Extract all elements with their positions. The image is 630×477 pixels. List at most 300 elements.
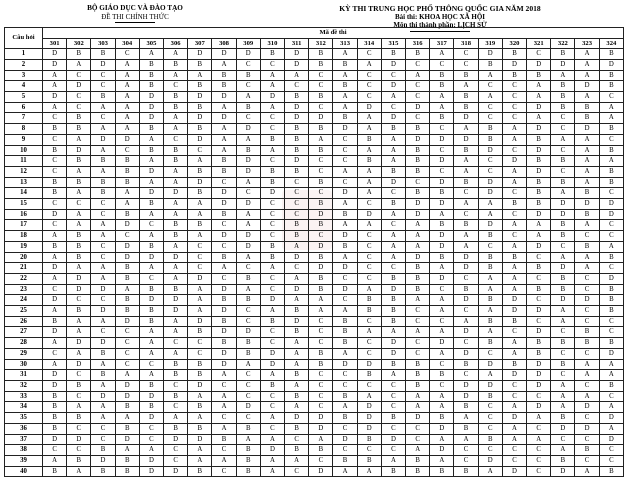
answer-cell: A [406,220,430,231]
answer-cell: B [381,413,405,424]
answer-cell: C [236,81,260,92]
answer-cell: A [478,327,502,338]
answer-cell: B [381,295,405,306]
answer-cell: D [91,306,115,317]
answer-cell: C [454,273,478,284]
answer-cell: A [212,370,236,381]
answer-cell: D [188,134,212,145]
answer-cell: A [454,81,478,92]
answer-cell: D [236,156,260,167]
answer-cell: D [164,434,188,445]
answer-cell: C [454,445,478,456]
answer-cell: A [551,316,575,327]
answer-cell: C [309,70,333,81]
answer-cell: C [285,199,309,210]
answer-cell: B [333,391,357,402]
answer-cell: C [551,348,575,359]
answer-cell: C [115,145,139,156]
answer-cell: B [67,241,91,252]
answer-cell: B [333,316,357,327]
question-number: 15 [5,199,43,210]
answer-cell: B [430,370,454,381]
answer-cell: D [478,49,502,60]
answer-cell: D [527,359,551,370]
answer-cell: D [575,423,599,434]
answer-cell: B [478,134,502,145]
answer-cell: D [115,220,139,231]
exam-title: KỲ THI TRUNG HỌC PHỔ THÔNG QUỐC GIA NĂM 2018 [339,4,541,13]
answer-cell: A [406,231,430,242]
answer-cell: C [478,348,502,359]
answer-cell: D [599,413,623,424]
answer-cell: D [139,466,163,477]
answer-cell: A [551,445,575,456]
answer-cell: C [502,380,526,391]
answer-cell: C [43,166,67,177]
question-number: 29 [5,348,43,359]
answer-cell: C [188,263,212,274]
answer-cell: B [188,124,212,135]
answer-cell: A [91,124,115,135]
exam-code-cell: 309 [236,38,260,49]
answer-cell: C [188,241,212,252]
answer-cell: C [309,391,333,402]
answer-cell: A [478,370,502,381]
answer-cell: C [381,220,405,231]
answer-cell: C [309,338,333,349]
answer-cell: B [115,166,139,177]
answer-cell: C [212,380,236,391]
answer-cell: B [454,359,478,370]
answer-cell: C [575,348,599,359]
answer-cell: D [527,241,551,252]
answer-cell: A [575,177,599,188]
table-row [5,59,624,70]
answer-cell: B [357,134,381,145]
answer-cell: B [285,124,309,135]
answer-cell: C [43,348,67,359]
answer-cell: C [502,188,526,199]
answer-cell: C [527,445,551,456]
answer-cell: D [381,338,405,349]
answer-cell: D [285,102,309,113]
answer-cell: C [309,380,333,391]
answer-cell: B [333,81,357,92]
answer-cell: A [188,413,212,424]
answer-cell: D [599,59,623,70]
answer-cell: B [430,70,454,81]
answer-cell: C [67,391,91,402]
answer-cell: D [551,59,575,70]
answer-cell: A [91,231,115,242]
answer-cell: B [309,273,333,284]
question-number: 33 [5,391,43,402]
answer-cell: B [188,188,212,199]
question-number: 11 [5,156,43,167]
answer-cell: D [527,402,551,413]
answer-cell: D [139,102,163,113]
answer-cell: B [527,348,551,359]
answer-cell: D [333,263,357,274]
table-row [5,316,624,327]
answer-cell: D [67,81,91,92]
answer-cell: A [454,166,478,177]
answer-cell: D [212,359,236,370]
answer-cell: A [43,306,67,317]
answer-cell: C [309,316,333,327]
exam-code-cell: 305 [139,38,163,49]
answer-cell: B [333,209,357,220]
answer-cell: D [527,59,551,70]
answer-cell: A [357,177,381,188]
answer-cell: A [333,199,357,210]
answer-cell: A [599,423,623,434]
answer-cell: A [430,348,454,359]
answer-cell: D [454,263,478,274]
answer-cell: A [139,370,163,381]
answer-cell: C [406,316,430,327]
answer-cell: A [188,209,212,220]
answer-cell: D [260,92,284,103]
answer-cell: D [67,359,91,370]
answer-cell: A [188,445,212,456]
answer-cell: B [333,338,357,349]
answer-cell: C [91,199,115,210]
answer-cell: A [285,359,309,370]
answer-cell: C [551,370,575,381]
table-row [5,92,624,103]
answer-cell: A [333,102,357,113]
answer-cell: C [381,102,405,113]
answer-cell: C [115,49,139,60]
answer-cell: A [357,466,381,477]
answer-cell: D [212,188,236,199]
answer-cell: C [527,391,551,402]
answer-cell: C [357,273,381,284]
answer-cell: A [236,220,260,231]
answer-cell: C [478,102,502,113]
table-row [5,466,624,477]
answer-cell: C [430,59,454,70]
answer-cell: A [115,102,139,113]
answer-cell: A [91,316,115,327]
answer-cell: B [381,466,405,477]
question-number: 5 [5,92,43,103]
exam-code-cell: 304 [115,38,139,49]
answer-cell: D [381,177,405,188]
answer-cell: C [381,380,405,391]
answer-cell: B [115,466,139,477]
answer-cell: A [67,327,91,338]
question-number: 17 [5,220,43,231]
answer-cell: D [260,445,284,456]
answer-cell: A [502,241,526,252]
answer-cell: A [67,209,91,220]
answer-cell: C [478,413,502,424]
answer-cell: C [502,327,526,338]
answer-cell: C [575,434,599,445]
answer-cell: C [381,391,405,402]
answer-cell: B [527,188,551,199]
answer-cell: B [67,455,91,466]
answer-cell: A [236,434,260,445]
answer-cell: C [43,199,67,210]
table-row [5,81,624,92]
answer-cell: D [454,327,478,338]
answer-cell: C [357,348,381,359]
answer-cell: B [430,113,454,124]
answer-cell: D [599,348,623,359]
answer-cell: C [430,380,454,391]
question-number: 34 [5,402,43,413]
question-number: 27 [5,327,43,338]
answer-cell: C [575,231,599,242]
question-column-header: Câu hỏi [5,28,43,49]
answer-cell: A [357,145,381,156]
answer-cell: A [139,156,163,167]
answer-cell: A [164,166,188,177]
answer-cell: D [212,284,236,295]
answer-cell: D [43,295,67,306]
answer-cell: D [551,295,575,306]
answer-cell: C [357,445,381,456]
answer-cell: D [502,306,526,317]
answer-cell: D [115,434,139,445]
answer-cell: C [139,359,163,370]
answer-cell: A [43,455,67,466]
answer-cell: B [599,380,623,391]
answer-cell: B [309,199,333,210]
answer-cell: C [43,445,67,456]
answer-cell: B [551,92,575,103]
answer-cell: D [285,316,309,327]
answer-cell: C [67,445,91,456]
answer-cell: B [164,102,188,113]
answer-cell: C [502,81,526,92]
answer-cell: A [309,134,333,145]
answer-cell: B [551,220,575,231]
answer-cell: C [454,59,478,70]
question-number: 32 [5,380,43,391]
answer-cell: C [115,327,139,338]
answer-cell: A [260,370,284,381]
answer-cell: D [381,284,405,295]
answer-cell: C [527,252,551,263]
answer-cell: C [285,466,309,477]
answer-cell: C [260,59,284,70]
answer-cell: A [357,124,381,135]
question-number: 37 [5,434,43,445]
answer-cell: A [91,413,115,424]
answer-cell: D [91,391,115,402]
table-row [5,252,624,263]
answer-cell: B [188,59,212,70]
answer-cell: C [309,188,333,199]
answer-cell: C [212,241,236,252]
answer-cell: B [236,423,260,434]
question-number: 6 [5,102,43,113]
answer-cell: C [67,370,91,381]
answer-cell: D [333,434,357,445]
answer-cell: B [333,327,357,338]
answer-cell: B [164,231,188,242]
answer-cell: A [115,413,139,424]
answer-cell: B [164,423,188,434]
answer-cell: B [164,391,188,402]
answer-cell: A [43,70,67,81]
answer-cell: C [599,92,623,103]
answer-cell: A [575,166,599,177]
answer-cell: C [502,391,526,402]
answer-cell: A [164,49,188,60]
answer-cell: D [502,59,526,70]
answer-cell: D [91,284,115,295]
subject-group: Bài thi: KHOA HỌC XÃ HỘI [394,13,486,21]
answer-cell: C [502,102,526,113]
answer-cell: D [502,156,526,167]
answer-cell: A [164,241,188,252]
answer-cell: B [285,423,309,434]
answer-cell: B [333,59,357,70]
answer-cell: A [454,199,478,210]
answer-cell: C [599,316,623,327]
answer-cell: B [454,220,478,231]
question-number: 2 [5,59,43,70]
exam-code-cell: 312 [309,38,333,49]
answer-cell: D [164,295,188,306]
answer-cell: A [599,359,623,370]
answer-cell: D [164,466,188,477]
answer-cell: C [406,92,430,103]
answer-cell: D [502,370,526,381]
question-number: 18 [5,231,43,242]
answer-cell: B [236,145,260,156]
answer-cell: D [309,113,333,124]
answer-cell: B [236,295,260,306]
answer-cell: C [381,188,405,199]
answer-cell: A [454,156,478,167]
answer-cell: A [164,199,188,210]
table-row [5,156,624,167]
answer-cell: D [212,113,236,124]
answer-cell: D [236,402,260,413]
answer-cell: C [212,273,236,284]
answer-cell: D [285,156,309,167]
answer-cell: D [430,134,454,145]
table-row [5,327,624,338]
answer-cell: A [285,70,309,81]
answer-cell: A [188,284,212,295]
answer-cell: A [478,199,502,210]
question-number: 24 [5,295,43,306]
answer-cell: A [260,434,284,445]
answer-cell: A [91,380,115,391]
answer-cell: A [551,306,575,317]
answer-cell: B [164,370,188,381]
answer-cell: B [381,316,405,327]
answer-cell: A [260,102,284,113]
answer-cell: A [164,70,188,81]
answer-cell: B [551,413,575,424]
answer-cell: D [139,113,163,124]
answer-cell: B [212,81,236,92]
answer-cell: A [357,166,381,177]
answer-cell: A [381,209,405,220]
answer-cell: B [551,284,575,295]
answer-cell: D [357,359,381,370]
answer-cell: B [454,102,478,113]
answer-cell: A [285,338,309,349]
answer-cell: B [43,413,67,424]
answer-cell: D [454,134,478,145]
answer-cell: C [575,413,599,424]
question-number: 22 [5,273,43,284]
answer-cell: D [115,134,139,145]
answer-cell: A [164,348,188,359]
answer-cell: B [236,70,260,81]
answer-cell: A [67,59,91,70]
exam-code-cell: 319 [478,38,502,49]
answer-cell: C [454,49,478,60]
answer-cell: C [91,434,115,445]
answer-cell: B [67,231,91,242]
answer-cell: D [454,380,478,391]
answer-cell: D [164,252,188,263]
answer-cell: B [357,455,381,466]
answer-cell: B [212,434,236,445]
answer-cell: B [599,49,623,60]
answer-cell: D [454,252,478,263]
answer-cell: B [599,177,623,188]
exam-code-cell: 310 [260,38,284,49]
answer-cell: D [212,49,236,60]
answer-cell: B [454,70,478,81]
answer-cell: C [67,199,91,210]
answer-cell: A [381,92,405,103]
answer-cell: C [236,380,260,391]
answer-cell: C [502,209,526,220]
answer-cell: A [236,177,260,188]
answer-cell: D [67,273,91,284]
answer-cell: C [406,59,430,70]
answer-cell: B [188,466,212,477]
answer-cell: D [527,102,551,113]
answer-cell: B [139,306,163,317]
answer-cell: A [115,70,139,81]
answer-cell: B [164,59,188,70]
table-row [5,348,624,359]
answer-cell: A [357,327,381,338]
answer-cell: C [478,113,502,124]
answer-cell: B [115,156,139,167]
answer-cell: B [139,284,163,295]
answer-cell: C [527,273,551,284]
question-number: 7 [5,113,43,124]
answer-cell: A [575,145,599,156]
answer-cell: C [188,145,212,156]
answer-cell: A [164,209,188,220]
answer-cell: D [430,156,454,167]
answer-cell: A [67,348,91,359]
answer-cell: D [454,391,478,402]
answer-cell: D [430,177,454,188]
answer-cell: D [527,124,551,135]
answer-cell: B [212,338,236,349]
answer-cell: B [91,156,115,167]
answer-cell: D [260,348,284,359]
answer-cell: D [478,145,502,156]
answer-cell: B [67,413,91,424]
